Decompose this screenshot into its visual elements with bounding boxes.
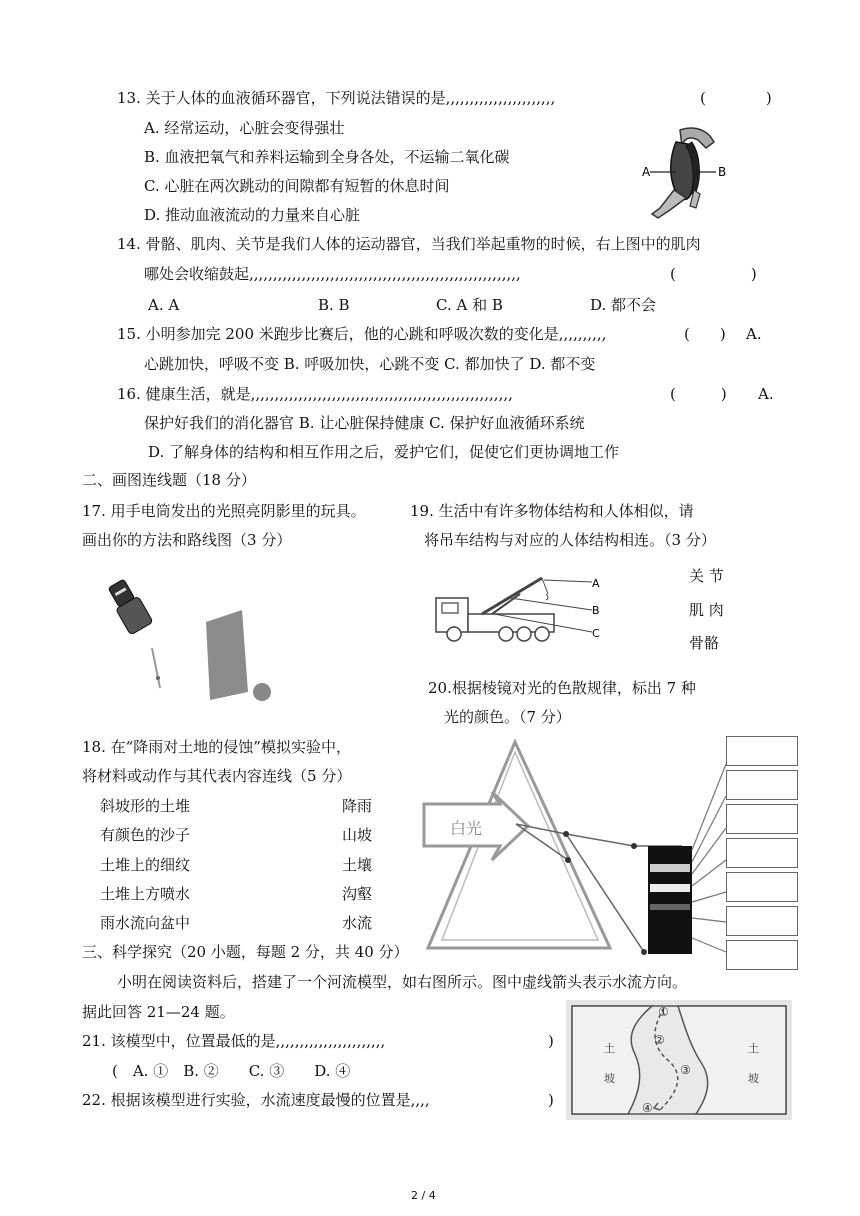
section3-heading: 三、科学探究（20 小题，每题 2 分，共 40 分） <box>82 943 409 961</box>
color-answer-box-3[interactable] <box>726 804 798 834</box>
q13-stem: 13. 关于人体的血液循环器官，下列说法错误的是,,,,,,,,,,,,,,,,,,,,,,, <box>117 89 556 107</box>
river-slope-right-top: 土 <box>748 1042 759 1055</box>
river-intro-line1: 小明在阅读资料后，搭建了一个河流模型，如右图所示。图中虚线箭头表示水流方向。 <box>117 973 688 991</box>
q14-stem-line1: 14. 骨骼、肌肉、关节是我们人体的运动器官，当我们举起重物的时候，右上图中的肌肉 <box>117 235 701 253</box>
q17-stem-line1: 17. 用手电筒发出的光照亮阴影里的玩具。 <box>82 502 366 520</box>
crane-label-a: A <box>592 577 600 590</box>
river-slope-left-top: 土 <box>604 1042 615 1055</box>
q13-option-a: A. 经常运动，心脏会变得强壮 <box>144 119 345 137</box>
river-mark-4: ④ <box>642 1101 653 1115</box>
q14-option-d: D. 都不会 <box>590 296 657 314</box>
color-answer-box-6[interactable] <box>726 906 798 936</box>
page-number: 2 / 4 <box>411 1189 436 1202</box>
q13-answer-paren[interactable]: ( ) <box>700 89 772 107</box>
q18-right-1: 降雨 <box>342 797 373 815</box>
color-answer-box-4[interactable] <box>726 838 798 868</box>
river-mark-3: ③ <box>680 1063 691 1077</box>
crane-truck-figure <box>432 570 602 650</box>
q16-option-a-start: A. <box>758 385 774 403</box>
q13-option-d: D. 推动血液流动的力量来自心脏 <box>144 206 361 224</box>
q21-options: ( A. ① B. ② C. ③ D. ④ <box>112 1062 351 1080</box>
arm-muscle-figure <box>640 122 730 222</box>
flashlight-toy-figure <box>100 570 300 710</box>
q18-left-5: 雨水流向盆中 <box>100 914 191 932</box>
color-answer-box-5[interactable] <box>726 872 798 902</box>
q20-stem-line2: 光的颜色。（7 分） <box>444 708 571 726</box>
crane-label-b: B <box>592 604 600 617</box>
q15-option-a-start: A. <box>746 325 762 343</box>
river-model-figure <box>566 1000 792 1120</box>
q19-stem-line1: 19. 生活中有许多物体结构和人体相似，请 <box>410 502 694 520</box>
q18-right-4: 沟壑 <box>342 885 373 903</box>
river-mark-1: ① <box>658 1005 669 1019</box>
section2-heading: 二、画图连线题（18 分） <box>82 471 256 489</box>
q18-left-1: 斜坡形的土堆 <box>100 797 191 815</box>
q18-right-3: 土壤 <box>342 856 373 874</box>
q21-answer-paren[interactable]: ) <box>548 1032 554 1050</box>
q16-answer-paren[interactable]: ( ) <box>670 385 727 403</box>
q14-option-a: A. A <box>148 296 180 314</box>
q15-answer-paren[interactable]: ( ) <box>684 325 726 343</box>
q18-right-2: 山坡 <box>342 826 373 844</box>
color-answer-box-1[interactable] <box>726 736 798 766</box>
q22-answer-paren[interactable]: ) <box>548 1091 554 1109</box>
q18-left-2: 有颜色的沙子 <box>100 826 191 844</box>
q18-left-3: 土堆上的细纹 <box>100 856 191 874</box>
body-part-bone: 骨骼 <box>689 634 720 652</box>
body-part-joint: 关 节 <box>689 567 724 585</box>
q18-stem-line2: 将材料或动作与其代表内容连线（5 分） <box>82 767 352 785</box>
river-mark-2: ② <box>654 1033 665 1047</box>
color-answer-box-7[interactable] <box>726 940 798 970</box>
q18-stem-line1: 18. 在“降雨对土地的侵蚀”模拟实验中， <box>82 738 351 756</box>
arm-label-b: B <box>718 165 727 179</box>
q18-left-4: 土堆上方喷水 <box>100 885 191 903</box>
q18-right-5: 水流 <box>342 914 373 932</box>
q14-answer-paren[interactable]: ( ) <box>670 265 757 283</box>
q14-stem-line2: 哪处会收缩鼓起,,,,,,,,,,,,,,,,,,,,,,,,,,,,,,,,,,,,,,,,,,,,,,,,,,,,,,,,, <box>144 265 521 283</box>
q17-stem-line2: 画出你的方法和路线图（3 分） <box>82 531 292 549</box>
body-part-muscle: 肌 肉 <box>689 601 724 619</box>
crane-label-c: C <box>592 627 600 640</box>
q16-option-d: D. 了解身体的结构和相互作用之后，爱护它们，促使它们更协调地工作 <box>148 443 620 461</box>
color-answer-box-2[interactable] <box>726 770 798 800</box>
q21-stem: 21. 该模型中，位置最低的是,,,,,,,,,,,,,,,,,,,,,,, <box>82 1032 386 1050</box>
arm-label-a: A <box>642 165 651 179</box>
q13-option-c: C. 心脏在两次跳动的间隙都有短暂的休息时间 <box>144 177 450 195</box>
q14-option-b: B. B <box>318 296 350 314</box>
q16-options-line2: 保护好我们的消化器官 B. 让心脏保持健康 C. 保护好血液循环系统 <box>144 414 585 432</box>
river-slope-right-bottom: 坡 <box>748 1072 759 1085</box>
q15-stem: 15. 小明参加完 200 米跑步比赛后，他的心跳和呼吸次数的变化是,,,,,,,,,, <box>117 325 607 343</box>
q14-option-c: C. A 和 B <box>436 296 503 314</box>
white-light-label: 白光 <box>450 819 483 838</box>
q22-stem: 22. 根据该模型进行实验，水流速度最慢的位置是,,,, <box>82 1091 430 1109</box>
river-slope-left-bottom: 坡 <box>604 1072 615 1085</box>
q20-stem-line1: 20.根据棱镜对光的色散规律，标出 7 种 <box>428 679 696 697</box>
q16-stem: 16. 健康生活，就是,,,,,,,,,,,,,,,,,,,,,,,,,,,,,,,,,,,,,,,,,,,,,,,,,,,,,,, <box>117 385 513 403</box>
q19-stem-line2: 将吊车结构与对应的人体结构相连。（3 分） <box>424 531 716 549</box>
river-intro-line2: 据此回答 21—24 题。 <box>82 1003 235 1021</box>
q13-option-b: B. 血液把氧气和养料运输到全身各处，不运输二氧化碳 <box>144 148 510 166</box>
q15-options: 心跳加快，呼吸不变 B. 呼吸加快，心跳不变 C. 都加快了 D. 都不变 <box>144 355 596 373</box>
